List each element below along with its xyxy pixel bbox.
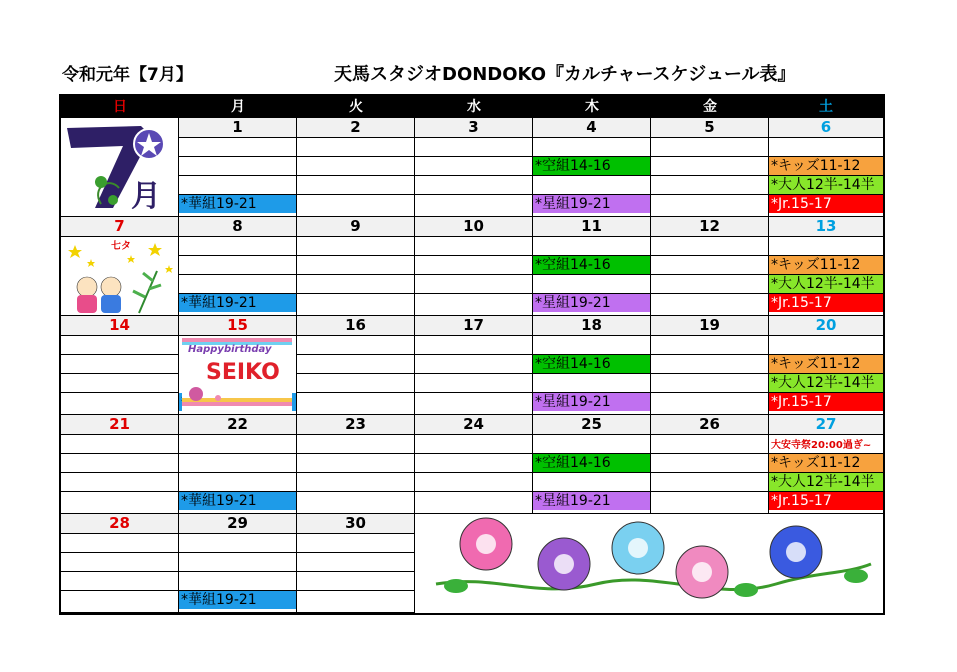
calendar-grid — [59, 94, 885, 615]
cell-divider — [297, 175, 414, 176]
event-kids: *キッズ11-12 — [769, 157, 883, 175]
cell-divider — [179, 552, 296, 553]
cell-divider — [415, 491, 532, 492]
event-kids: *キッズ11-12 — [769, 454, 883, 472]
day-cell — [179, 316, 297, 415]
day-number: 24 — [415, 415, 532, 435]
day-number: 21 — [61, 415, 178, 435]
cell-divider — [415, 354, 532, 355]
cell-divider — [415, 194, 532, 195]
day-number: 27 — [769, 415, 883, 435]
cell-divider — [297, 373, 414, 374]
day-cell — [297, 415, 415, 514]
cell-divider — [415, 175, 532, 176]
cell-divider — [61, 354, 178, 355]
cell-divider — [415, 373, 532, 374]
cell-divider — [61, 571, 178, 572]
day-cell — [415, 118, 533, 217]
cell-divider — [533, 472, 650, 473]
july-logo-image — [61, 118, 178, 216]
weekday-header: 金 — [651, 96, 769, 118]
day-number: 3 — [415, 118, 532, 138]
cell-divider — [297, 552, 414, 553]
day-cell — [297, 217, 415, 316]
day-number: 11 — [533, 217, 650, 237]
event-jr: *Jr.15-17 — [769, 393, 883, 411]
day-number: 2 — [297, 118, 414, 138]
cell-divider — [415, 156, 532, 157]
cell-divider — [415, 472, 532, 473]
day-number: 20 — [769, 316, 883, 336]
calendar-month-label: 令和元年【7月】 — [62, 65, 193, 85]
morning-glory-image — [416, 514, 883, 612]
day-cell — [533, 316, 651, 415]
event-hoshi: *星組19-21 — [533, 195, 650, 213]
day-cell — [769, 217, 883, 316]
cell-divider — [533, 175, 650, 176]
day-cell — [415, 217, 533, 316]
cell-divider — [415, 274, 532, 275]
birthday-name: SEIKO — [206, 360, 280, 385]
day-cell — [651, 217, 769, 316]
cell-divider — [179, 453, 296, 454]
event-otona: *大人12半-14半 — [769, 275, 883, 293]
cell-divider — [415, 293, 532, 294]
event-hoshi: *星組19-21 — [533, 492, 650, 510]
day-number: 19 — [651, 316, 768, 336]
event-sora: *空組14-16 — [533, 355, 650, 373]
cell-divider — [651, 156, 768, 157]
cell-divider — [297, 472, 414, 473]
cell-divider — [533, 373, 650, 374]
cell-divider — [651, 194, 768, 195]
day-cell — [533, 217, 651, 316]
cell-divider — [297, 274, 414, 275]
day-cell — [769, 118, 883, 217]
event-jr: *Jr.15-17 — [769, 195, 883, 213]
weekday-header: 水 — [415, 96, 533, 118]
event-hana: *華組19-21 — [179, 492, 296, 510]
event-otona: *大人12半-14半 — [769, 374, 883, 392]
weekday-header: 日 — [61, 96, 179, 118]
cell-divider — [297, 590, 414, 591]
cell-divider — [651, 453, 768, 454]
cell-divider — [297, 194, 414, 195]
cell-divider — [61, 552, 178, 553]
cell-divider — [533, 274, 650, 275]
cell-divider — [61, 491, 178, 492]
cell-divider — [651, 373, 768, 374]
day-number: 28 — [61, 514, 178, 534]
cell-divider — [297, 491, 414, 492]
event-sora: *空組14-16 — [533, 157, 650, 175]
cell-divider — [651, 175, 768, 176]
day-number: 23 — [297, 415, 414, 435]
cell-divider — [651, 392, 768, 393]
event-sora: *空組14-16 — [533, 454, 650, 472]
weekday-header: 木 — [533, 96, 651, 118]
weekday-header: 月 — [179, 96, 297, 118]
cell-divider — [651, 274, 768, 275]
day-cell — [769, 415, 883, 514]
cell-divider — [297, 156, 414, 157]
schedule-title: 天馬スタジオDONDOKO『カルチャースケジュール表』 — [334, 64, 796, 85]
event-hana: *華組19-21 — [179, 195, 296, 213]
day-cell — [533, 415, 651, 514]
day-cell — [415, 316, 533, 415]
cell-divider — [415, 453, 532, 454]
cell-divider — [297, 354, 414, 355]
event-kids: *キッズ11-12 — [769, 256, 883, 274]
day-number: 12 — [651, 217, 768, 237]
day-number: 30 — [297, 514, 414, 534]
event-jr: *Jr.15-17 — [769, 294, 883, 312]
cell-divider — [61, 453, 178, 454]
event-hoshi: *星組19-21 — [533, 393, 650, 411]
event-hana: *華組19-21 — [179, 591, 296, 609]
cell-divider — [61, 590, 178, 591]
day-number: 26 — [651, 415, 768, 435]
day-number: 1 — [179, 118, 296, 138]
day-number: 14 — [61, 316, 178, 336]
day-number: 5 — [651, 118, 768, 138]
day-number: 9 — [297, 217, 414, 237]
day-cell — [297, 118, 415, 217]
day-cell — [297, 514, 415, 613]
cell-divider — [415, 392, 532, 393]
day-number: 15 — [179, 316, 296, 336]
event-otona: *大人12半-14半 — [769, 473, 883, 491]
cell-divider — [651, 354, 768, 355]
birthday-greeting: Happybirthday — [188, 344, 272, 355]
tanabata-label: 七タ — [111, 241, 131, 252]
day-cell — [415, 415, 533, 514]
day-cell — [179, 415, 297, 514]
cell-divider — [61, 373, 178, 374]
day-cell — [179, 514, 297, 613]
day-number: 22 — [179, 415, 296, 435]
cell-divider — [61, 392, 178, 393]
day-cell — [61, 118, 179, 217]
birthday-image — [182, 338, 292, 411]
cell-divider — [179, 472, 296, 473]
day-cell — [297, 316, 415, 415]
cell-divider — [61, 472, 178, 473]
day-cell — [533, 118, 651, 217]
day-cell — [179, 217, 297, 316]
day-number: 7 — [61, 217, 178, 237]
day-number: 29 — [179, 514, 296, 534]
day-cell — [61, 415, 179, 514]
day-number: 10 — [415, 217, 532, 237]
day-number: 13 — [769, 217, 883, 237]
cell-divider — [651, 293, 768, 294]
day-cell — [651, 415, 769, 514]
weekday-header: 火 — [297, 96, 415, 118]
tanabata-image — [61, 237, 178, 315]
day-number: 17 — [415, 316, 532, 336]
day-number: 18 — [533, 316, 650, 336]
day-cell — [179, 118, 297, 217]
day-cell — [61, 316, 179, 415]
cell-divider — [297, 453, 414, 454]
day-number: 4 — [533, 118, 650, 138]
day-cell — [651, 316, 769, 415]
event-hoshi: *星組19-21 — [533, 294, 650, 312]
cell-divider — [179, 255, 296, 256]
cell-divider — [179, 571, 296, 572]
cell-divider — [651, 491, 768, 492]
cell-divider — [651, 472, 768, 473]
day-number: 8 — [179, 217, 296, 237]
cell-divider — [179, 274, 296, 275]
cell-divider — [651, 255, 768, 256]
day-cell — [61, 514, 179, 613]
cell-divider — [179, 175, 296, 176]
day-number: 25 — [533, 415, 650, 435]
svg-text:月: 月 — [131, 179, 161, 214]
day-cell — [769, 316, 883, 415]
event-sora: *空組14-16 — [533, 256, 650, 274]
event-otona: *大人12半-14半 — [769, 176, 883, 194]
weekday-header: 土 — [769, 96, 883, 118]
event-jr: *Jr.15-17 — [769, 492, 883, 510]
cell-divider — [297, 392, 414, 393]
day-cell — [61, 217, 179, 316]
cell-divider — [297, 255, 414, 256]
day-number: 16 — [297, 316, 414, 336]
event-kids: *キッズ11-12 — [769, 355, 883, 373]
cell-divider — [179, 156, 296, 157]
cell-divider — [415, 255, 532, 256]
cell-divider — [297, 293, 414, 294]
festival-note: 大安寺祭20:00過ぎ~ — [771, 440, 872, 451]
event-hana: *華組19-21 — [179, 294, 296, 312]
day-number: 6 — [769, 118, 883, 138]
cell-divider — [297, 571, 414, 572]
day-cell — [651, 118, 769, 217]
